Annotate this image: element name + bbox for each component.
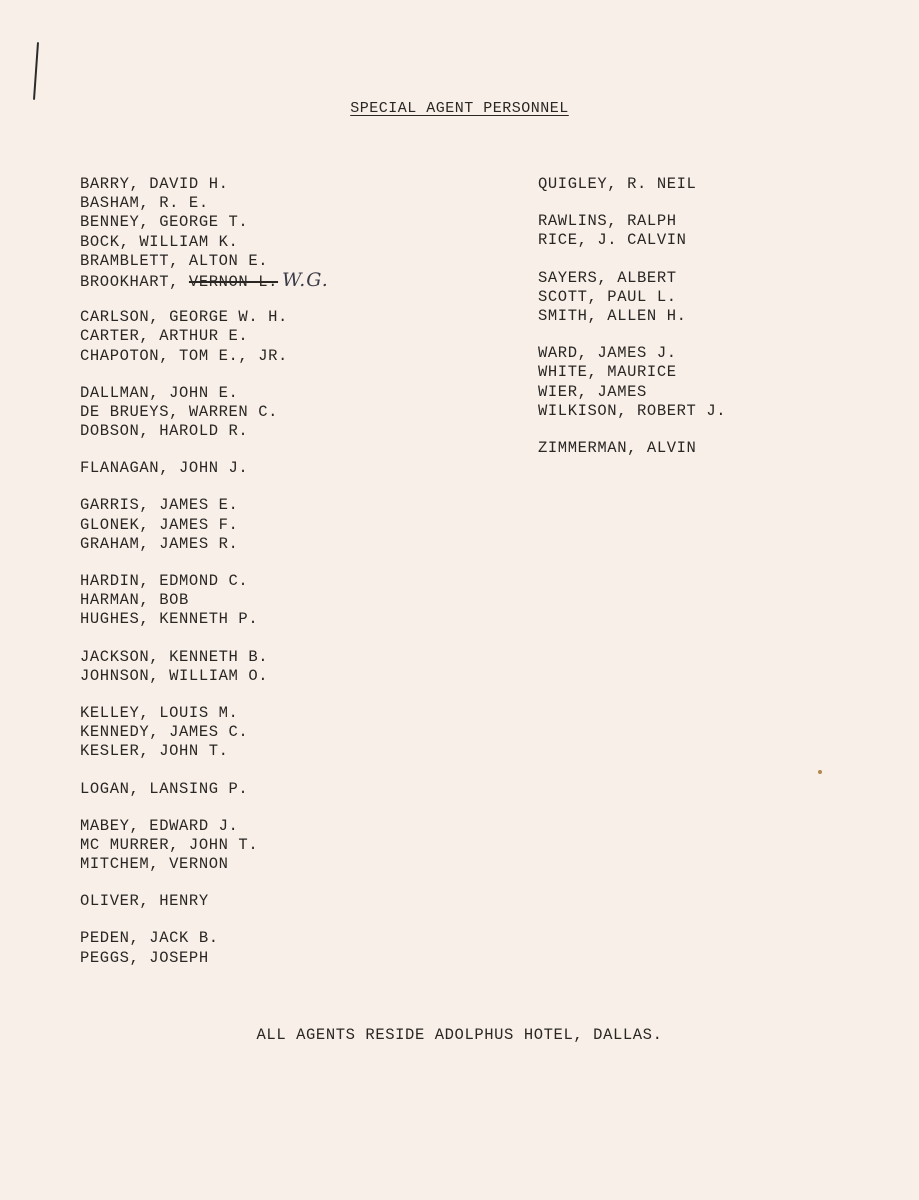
agent-name: PEDEN, JACK B. xyxy=(80,929,219,948)
agent-name: KENNEDY, JAMES C. xyxy=(80,723,249,742)
handwritten-correction: W.G. xyxy=(282,268,329,291)
agent-name: CARTER, ARTHUR E. xyxy=(80,327,249,346)
agent-name: WIER, JAMES xyxy=(538,382,647,401)
agent-name: QUIGLEY, R. NEIL xyxy=(538,175,697,193)
agent-name: BARRY, DAVID H. xyxy=(80,175,229,193)
agent-name: RAWLINS, RALPH xyxy=(538,212,677,231)
agent-name: KELLEY, LOUIS M. xyxy=(80,703,239,722)
agent-name: DOBSON, HAROLD R. xyxy=(80,422,249,441)
agent-name: HARMAN, BOB xyxy=(80,591,189,610)
handwritten-margin-mark xyxy=(33,42,39,100)
group-spacer xyxy=(80,911,329,929)
agent-name: PEGGS, JOSEPH xyxy=(80,948,209,967)
group-spacer xyxy=(80,762,329,780)
group-spacer xyxy=(80,799,329,817)
agent-name: JACKSON, KENNETH B. xyxy=(80,647,269,666)
agent-name: WARD, JAMES J. xyxy=(538,344,677,363)
paper-spot xyxy=(818,770,822,774)
agent-name: KESLER, JOHN T. xyxy=(80,742,229,761)
agent-name: OLIVER, HENRY xyxy=(80,892,209,911)
agent-name: GARRIS, JAMES E. xyxy=(80,496,239,515)
group-spacer xyxy=(80,441,329,459)
agent-name: FLANAGAN, JOHN J. xyxy=(80,459,249,478)
agent-name: BASHAM, R. E. xyxy=(80,194,209,213)
struck-through-name: VERNON L. xyxy=(188,272,279,291)
agent-name: GLONEK, JAMES F. xyxy=(80,515,239,534)
agent-name: CARLSON, GEORGE W. H. xyxy=(80,308,288,327)
group-spacer xyxy=(80,478,329,496)
agent-name: WILKISON, ROBERT J. xyxy=(538,401,727,420)
group-spacer xyxy=(538,194,726,212)
agent-name: BENNEY, GEORGE T. xyxy=(80,213,249,232)
agent-surname: BROOKHART, xyxy=(80,272,189,291)
group-spacer xyxy=(538,421,726,439)
agent-name: HARDIN, EDMOND C. xyxy=(80,572,249,590)
group-spacer xyxy=(80,554,329,572)
agent-name: GRAHAM, JAMES R. xyxy=(80,534,239,553)
agent-name: CHAPOTON, TOM E., JR. xyxy=(80,346,288,365)
agent-name: MABEY, EDWARD J. xyxy=(80,816,239,835)
agent-name: DALLMAN, JOHN E. xyxy=(80,383,239,402)
agent-name: SAYERS, ALBERT xyxy=(538,268,677,287)
agent-name: BRAMBLETT, ALTON E. xyxy=(80,251,269,270)
agent-name-brookhart xyxy=(80,268,329,291)
agent-name: LOGAN, LANSING P. xyxy=(80,779,249,798)
agent-name: DE BRUEYS, WARREN C. xyxy=(80,402,279,421)
group-spacer xyxy=(80,630,329,648)
group-spacer xyxy=(538,251,726,269)
agent-name: ZIMMERMAN, ALVIN xyxy=(538,438,697,457)
footer-note: ALL AGENTS RESIDE ADOLPHUS HOTEL, DALLAS. xyxy=(256,1026,663,1044)
group-spacer xyxy=(80,686,329,704)
agent-name: SCOTT, PAUL L. xyxy=(538,287,677,306)
left-name-column xyxy=(80,175,329,968)
page-title: SPECIAL AGENT PERSONNEL xyxy=(350,100,569,117)
agent-name: BOCK, WILLIAM K. xyxy=(80,232,239,251)
agent-name: JOHNSON, WILLIAM O. xyxy=(80,666,269,685)
group-spacer xyxy=(80,366,329,384)
agent-name: HUGHES, KENNETH P. xyxy=(80,610,259,629)
group-spacer xyxy=(538,326,726,344)
agent-name: MITCHEM, VERNON xyxy=(80,855,229,874)
agent-name: RICE, J. CALVIN xyxy=(538,231,687,250)
agent-name: MC MURRER, JOHN T. xyxy=(80,835,259,854)
agent-name: SMITH, ALLEN H. xyxy=(538,306,687,325)
right-name-column xyxy=(538,175,726,458)
group-spacer xyxy=(80,290,329,308)
agent-name: WHITE, MAURICE xyxy=(538,363,677,382)
group-spacer xyxy=(80,874,329,892)
